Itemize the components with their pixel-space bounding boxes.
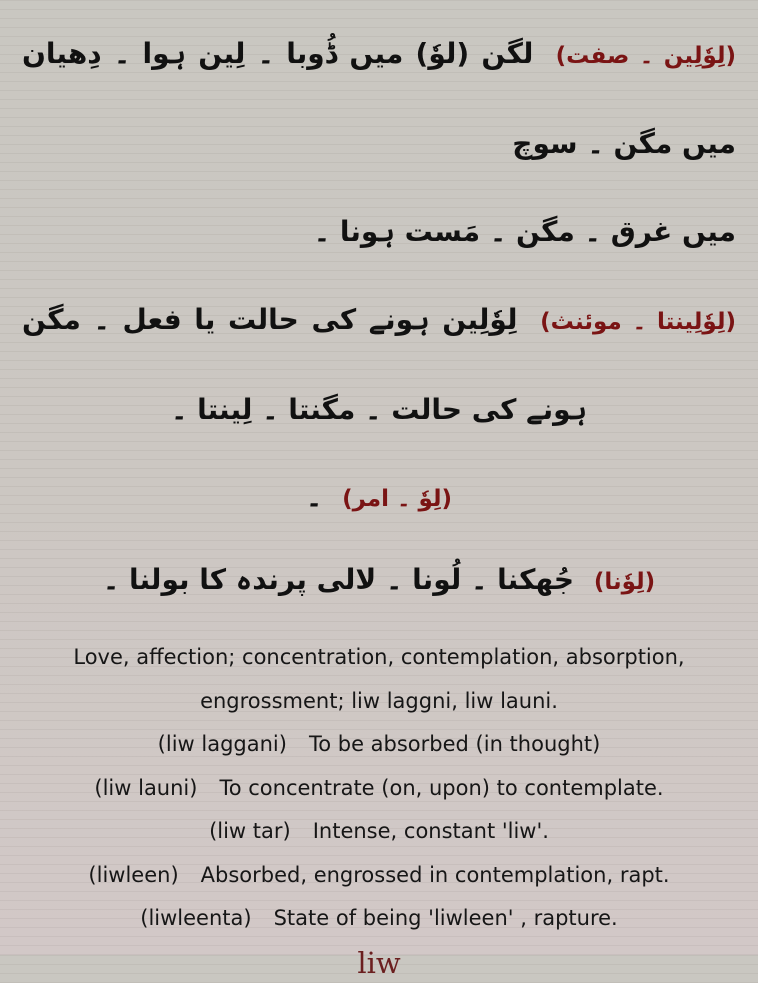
phrase-meaning: Absorbed, engrossed in contemplation, rapt. — [200, 862, 670, 887]
urdu-entry-tag: (لِوٗلِین ۔ صفت) — [555, 43, 737, 69]
phrase-term: (liwleen) — [88, 862, 179, 887]
phrase-meaning: To be absorbed (in thought) — [308, 732, 601, 756]
urdu-entry-text: ۔ — [305, 480, 323, 513]
urdu-entry-text: جُھکنا ۔ لُونا ۔ لالی پرندہ کا بولنا ۔ — [102, 563, 575, 596]
phrase-term: (liw launi) — [94, 775, 198, 800]
phrase-row — [22, 810, 736, 854]
phrase-row — [22, 723, 736, 767]
english-definition: Love, affection; concentration, contemplation, absorption, engrossment; liw laggni, liw launi. — [73, 645, 685, 713]
urdu-entry-tag: (لِوٗلِینتا ۔ موئنث) — [540, 309, 737, 335]
phrase-term: (liw tar) — [209, 819, 291, 843]
phrase-meaning: Intense, constant 'liw'. — [312, 819, 549, 843]
urdu-entry-tag: (لِوٗ ۔ امر) — [342, 486, 453, 512]
urdu-entry-liw-amar — [22, 462, 736, 534]
phrase-row — [22, 897, 736, 941]
headword: liw — [357, 945, 401, 980]
urdu-entry-text: لگن (لوٗ) میں ڈُوبا ۔ لِین ہوا ۔ دِھیان میں مگن ۔ سوچ — [22, 37, 736, 160]
urdu-entry-liwna — [22, 534, 736, 628]
phrase-row — [22, 854, 736, 898]
urdu-entry-text: لِوٗلِین ہونے کی حالت یا فعل ۔ مگن ہونے کی حالت ۔ مگنتا ۔ لِینتا ۔ — [22, 303, 588, 426]
phrase-term: (liwleenta) — [140, 906, 252, 930]
urdu-entry-tag: (لِوٗنا) — [593, 569, 656, 595]
phrase-meaning: To concentrate (on, upon) to contemplate. — [219, 775, 664, 800]
phrase-meaning: State of being 'liwleen' , rapture. — [273, 906, 618, 930]
phrase-term: (liw laggani) — [157, 732, 287, 756]
english-definitions — [22, 636, 736, 941]
phrase-row — [22, 767, 736, 811]
urdu-entry-liwleenta — [22, 276, 736, 454]
urdu-entry-text-continued: میں غرق ۔ مگن ۔ مَست ہونا ۔ — [313, 215, 736, 248]
urdu-entry-liwleen — [22, 10, 736, 276]
